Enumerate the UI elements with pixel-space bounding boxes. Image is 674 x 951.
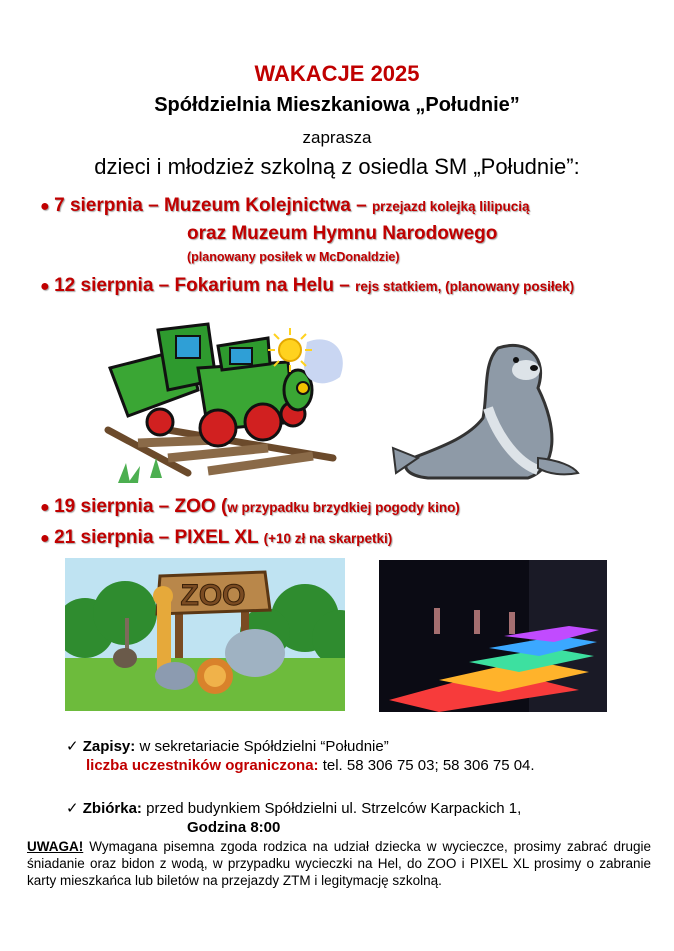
limit-info <box>86 757 535 774</box>
check-icon: ✓ <box>66 738 83 755</box>
warning-text: Wymagana pisemna zgoda rodzica na udział dziecka w wycieczce, prosimy zabrać drugie śniadanie oraz bidon z wodą, w przypadku wycieczki na Hel, do ZOO i PIXEL XL prosimy o zabranie karty mieszkańca lub biletów na przejazdy ZTM i legitymację szkolną. <box>27 839 651 888</box>
check-icon: ✓ <box>66 800 83 817</box>
signup-info <box>66 737 389 755</box>
event-4-detail: (+10 zł na skarpetki) <box>263 531 393 546</box>
event-2-title: 12 sierpnia – Fokarium na Helu – <box>54 275 350 296</box>
signup-label: Zapisy: <box>82 738 136 755</box>
warning-label: UWAGA! <box>27 839 84 854</box>
bullet-icon: ● <box>40 499 55 516</box>
event-1-note: (planowany posiłek w McDonaldzie) <box>187 250 400 264</box>
meeting-label: Zbiórka: <box>82 800 142 817</box>
meeting-info <box>66 799 521 817</box>
sun-cloud-illustration <box>262 322 352 392</box>
limit-label: liczba uczestników ograniczona: <box>86 757 319 774</box>
event-3-detail: w przypadku brzydkiej pogody kino) <box>227 500 460 515</box>
signup-text: w sekretariacie Spółdzielni “Południe” <box>139 738 389 755</box>
event-3 <box>40 496 460 518</box>
phone-numbers: tel. 58 306 75 03; 58 306 75 04. <box>322 757 535 774</box>
invites-text: zaprasza <box>302 128 372 147</box>
seal-illustration <box>388 338 583 486</box>
event-4 <box>40 527 392 549</box>
organization-name: Spółdzielnia Mieszkaniowa „Południe” <box>154 94 520 116</box>
bullet-icon: ● <box>40 278 55 295</box>
zoo-sign-text: ZOO <box>180 579 246 612</box>
poster-title: WAKACJE 2025 <box>254 61 420 86</box>
pixel-xl-image <box>379 560 607 712</box>
bullet-icon: ● <box>40 198 55 215</box>
event-1-title: 7 sierpnia – Muzeum Kolejnictwa – <box>54 195 367 216</box>
bullet-icon: ● <box>40 530 55 547</box>
zoo-image <box>65 558 345 711</box>
event-1-detail: przejazd kolejką lilipucią <box>371 199 530 214</box>
warning-paragraph <box>27 838 651 889</box>
audience-text: dzieci i młodzież szkolną z osiedla SM „Południe”: <box>94 154 580 179</box>
event-4-title: 21 sierpnia – PIXEL XL <box>54 527 259 548</box>
event-2 <box>40 275 574 297</box>
event-2-detail: rejs statkiem, (planowany posiłek) <box>355 279 575 294</box>
event-1 <box>40 195 530 217</box>
event-3-title: 19 sierpnia – ZOO ( <box>54 496 228 517</box>
event-1-line2: oraz Muzeum Hymnu Narodowego <box>187 223 498 244</box>
meeting-text: przed budynkiem Spółdzielni ul. Strzelców Karpackich 1, <box>146 800 522 817</box>
meeting-time: Godzina 8:00 <box>187 819 281 836</box>
